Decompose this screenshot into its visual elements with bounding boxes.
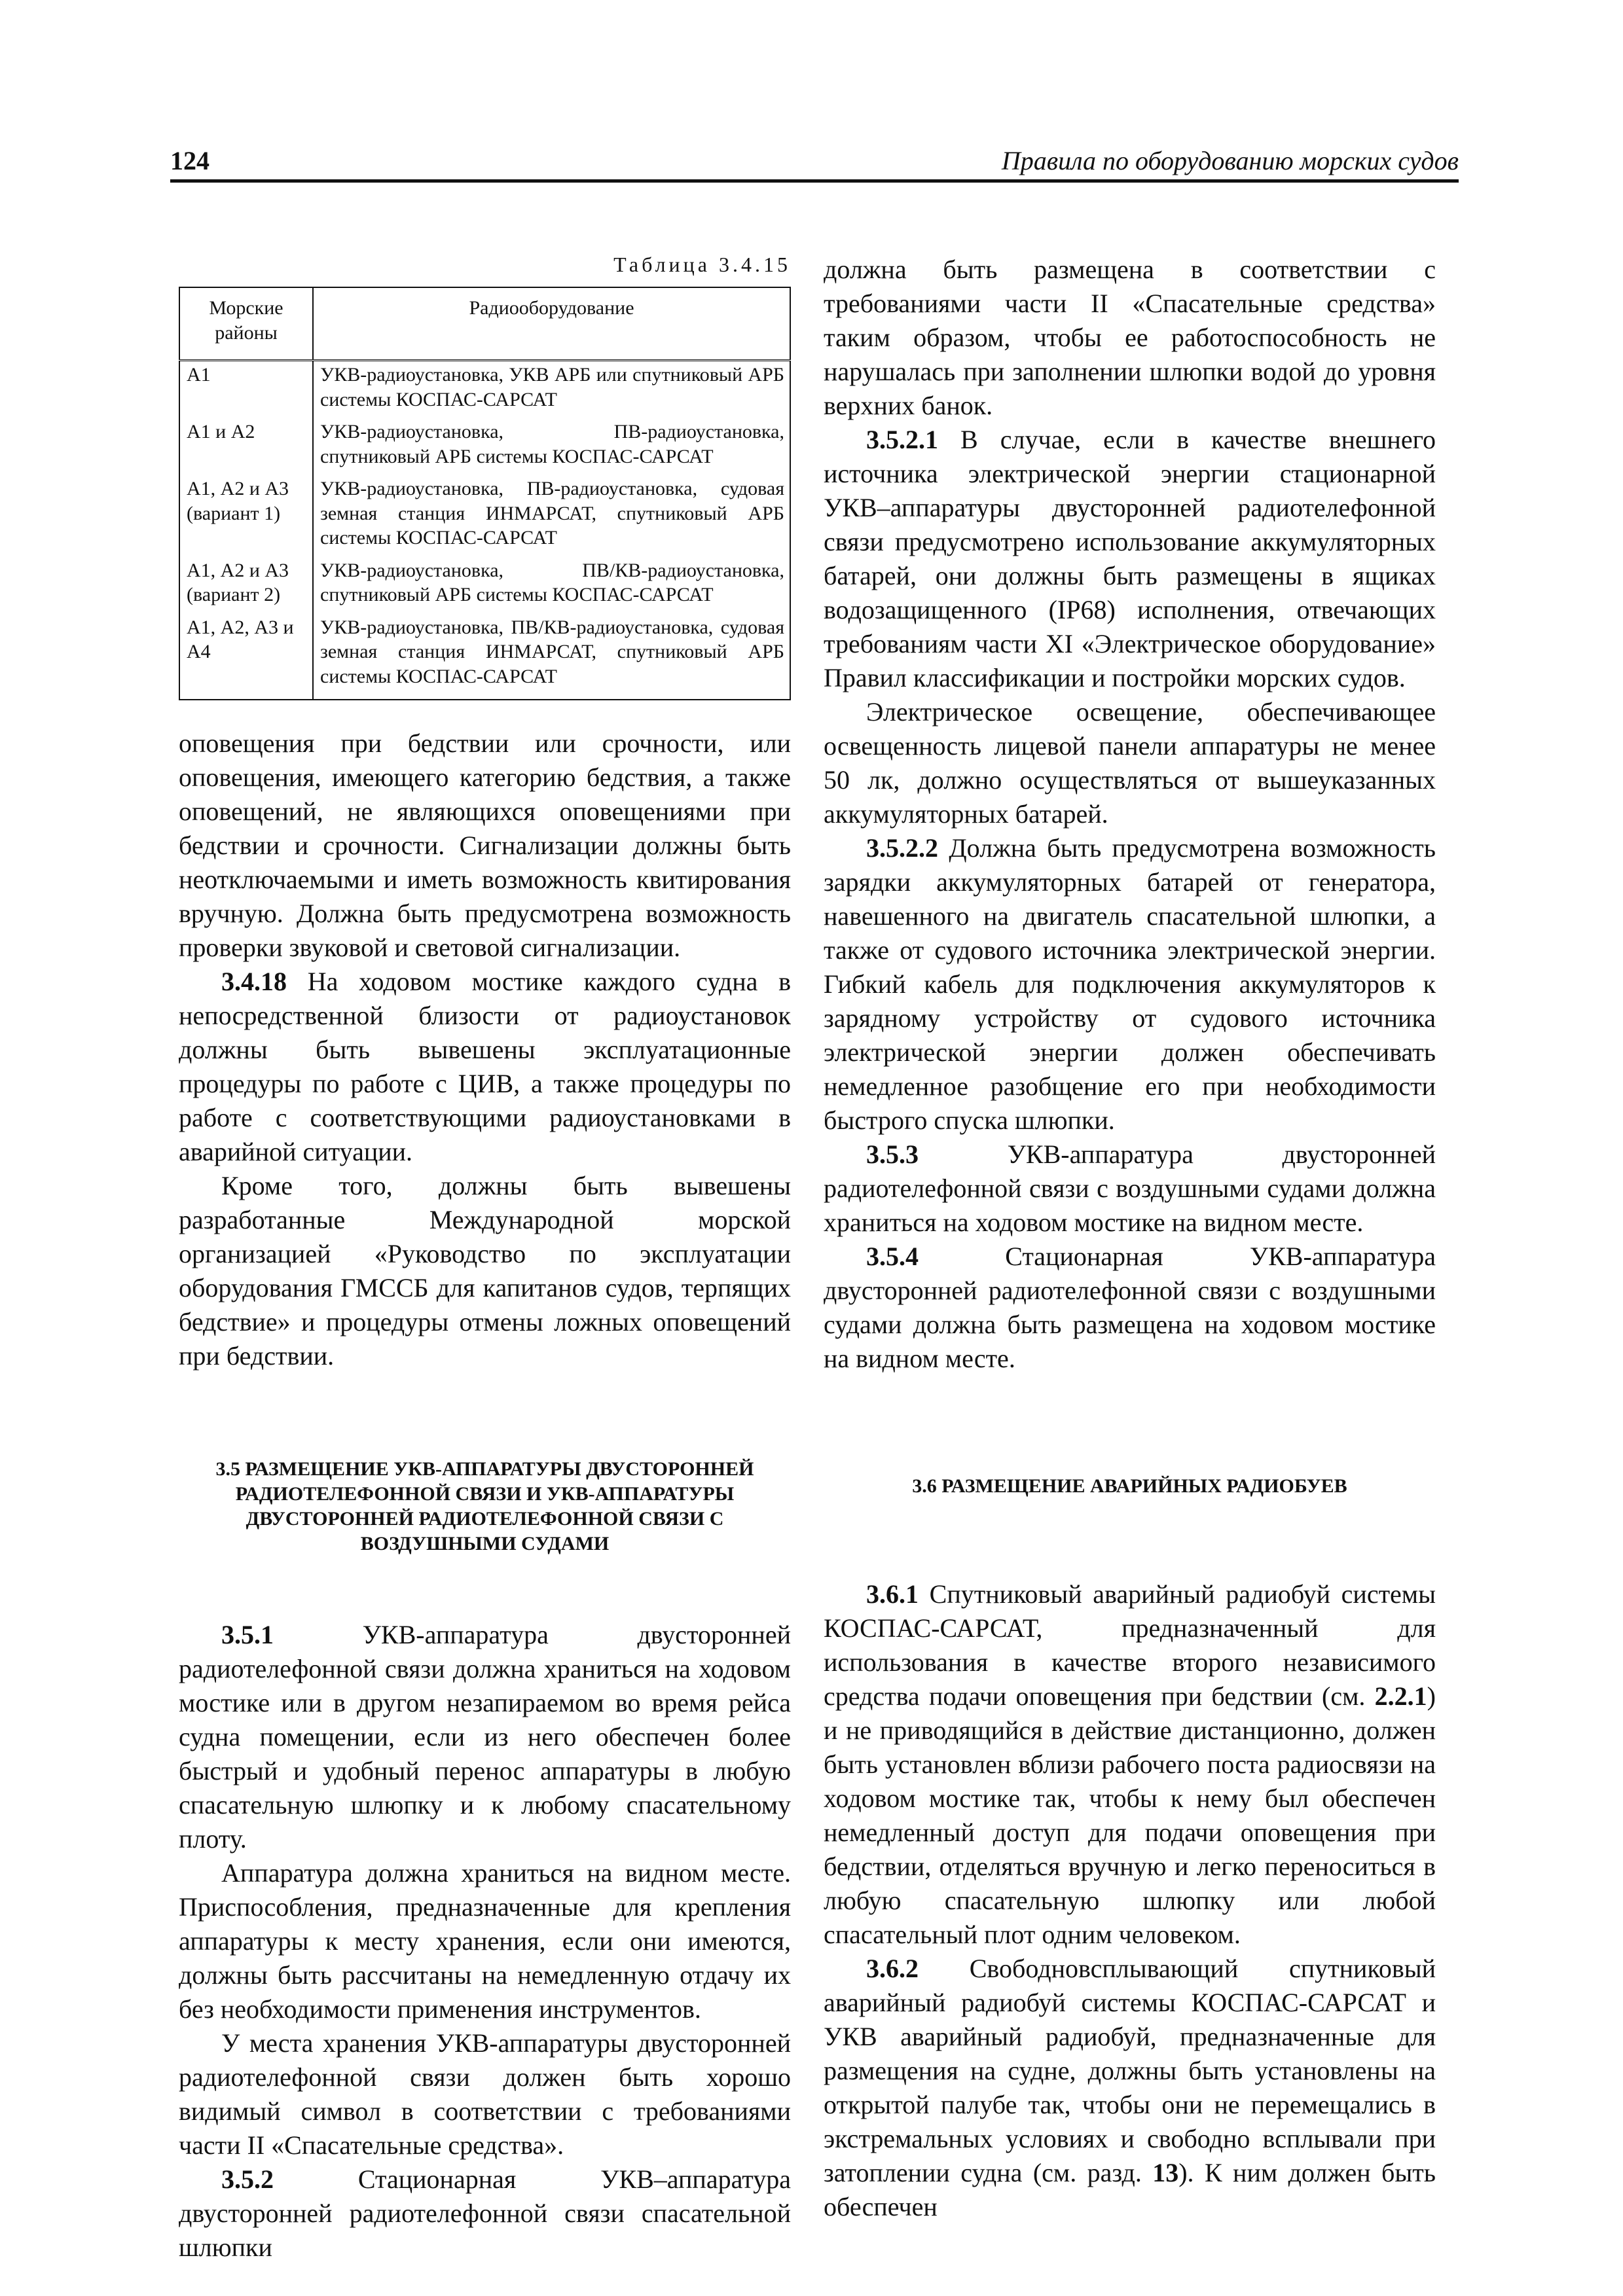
table-header-areas: Морские районы <box>179 287 313 361</box>
paragraph-text: ) и не приводящийся в действие дистанционно, должен быть установлен вблизи рабочего поста радиосвязи на ходовом мостике так, чтобы к нему был обеспечен немедленный доступ для подачи оповещения при бедствии, отделяться вручную и легко переноситься в любую спасательную шлюпку или любой спасательный плот одним человеком. <box>824 1681 1436 1949</box>
paragraph-3-6-2 <box>824 1952 1436 2224</box>
clause-number: 3.5.3 <box>866 1139 919 1169</box>
table-header-row <box>179 287 790 361</box>
paragraph-3-5-3 <box>824 1138 1436 1240</box>
table-cell-area: А1 и А2 <box>179 418 313 475</box>
table-cell-area: А1, А2 и А3 (вариант 2) <box>179 557 313 614</box>
page-header <box>170 145 1459 183</box>
paragraph-3-5-2 <box>179 2162 791 2265</box>
paragraph: Кроме того, должны быть вывешены разработанные Международной морской организацией «Руководство по эксплуатации оборудования ГМССБ для капитанов судов, терпящих бедствие» и процедуры отмены ложных оповещений при бедствии. <box>179 1171 791 1371</box>
table-row <box>179 418 790 475</box>
section-title-3-5: 3.5 РАЗМЕЩЕНИЕ УКВ-АППАРАТУРЫ ДВУСТОРОННЕЙ РАДИОТЕЛЕФОННОЙ СВЯЗИ И УКВ-АППАРАТУРЫ ДВУСТОРОННЕЙ РАДИОТЕЛЕФОННОЙ СВЯЗИ С ВОЗДУШНЫМИ СУДАМИ <box>215 1458 754 1554</box>
table-caption: Таблица 3.4.15 <box>613 253 791 276</box>
paragraph-3-5-1 <box>179 1618 791 1856</box>
paragraph-text: В случае, если в качестве внешнего источника электрической энергии стационарной УКВ–аппаратуры двусторонней радиотелефонной связи предусмотрено использование аккумуляторных батарей, они должны быть размещены в ящиках водозащищенного (IP68) исполнения, отвечающих требованиям части XI «Электрическое оборудование» Правил классификации и постройки морских судов. <box>824 425 1436 692</box>
table-row <box>179 361 790 419</box>
table-cell-area: А1 <box>179 361 313 419</box>
clause-number: 3.5.2 <box>221 2164 274 2194</box>
table-cell-area: А1, А2 и А3 (вариант 1) <box>179 475 313 557</box>
paragraph-3-4-18 <box>179 965 791 1169</box>
paragraph-3-5-4 <box>824 1240 1436 1376</box>
paragraph-text: Стационарная УКВ-аппаратура двусторонней радиотелефонной связи с воздушными судами должна быть размещена на ходовом мостике на видном месте. <box>824 1242 1436 1373</box>
cross-reference: 2.2.1 <box>1374 1681 1427 1711</box>
table-cell-area: А1, А2, А3 и А4 <box>179 614 313 700</box>
clause-number: 3.4.18 <box>221 967 287 996</box>
clause-number: 3.6.1 <box>866 1579 919 1609</box>
table-row <box>179 557 790 614</box>
paragraph: Аппаратура должна храниться на видном месте. Приспособления, предназначенные для крепления аппаратуры к месту хранения, если они имеются, должны быть рассчитаны на немедленную отдачу их без необходимости применения инструментов. <box>179 1858 791 2024</box>
paragraph-text: Стационарная УКВ–аппаратура двусторонней радиотелефонной связи спасательной шлюпки <box>179 2164 791 2262</box>
paragraph-text: Должна быть предусмотрена возможность зарядки аккумуляторных батарей от генератора, навешенного на двигатель спасательной шлюпки, а также от судового источника электрической энергии. Гибкий кабель для подключения аккумуляторов к зарядному устройству от судового источника электрической энергии должен обеспечивать немедленное разобщение его при необходимости быстрого спуска шлюпки. <box>824 833 1436 1135</box>
paragraph-text: ). К ним должен быть обеспечен <box>824 2158 1436 2221</box>
table-row <box>179 475 790 557</box>
clause-number: 3.5.2.1 <box>866 425 938 454</box>
table-header-equipment: Радиооборудование <box>313 287 790 361</box>
table-cell-equipment: УКВ-радиоустановка, ПВ/КВ-радиоустановка, спутниковый АРБ системы КОСПАС-САРСАТ <box>313 557 790 614</box>
paragraph-3-6-1 <box>824 1577 1436 1952</box>
section-title-3-6: 3.6 РАЗМЕЩЕНИЕ АВАРИЙНЫХ РАДИОБУЕВ <box>912 1475 1347 1497</box>
cross-reference: 13 <box>1152 2158 1179 2187</box>
paragraph: Электрическое освещение, обеспечивающее освещенность лицевой панели аппаратуры не менее 50 лк, должно осуществляться от вышеуказанных аккумуляторных батарей. <box>824 697 1436 829</box>
left-column <box>179 253 791 2265</box>
clause-number: 3.5.4 <box>866 1242 919 1271</box>
running-title: Правила по оборудованию морских судов <box>1001 146 1459 175</box>
clause-number: 3.5.2.2 <box>866 833 938 863</box>
clause-number: 3.5.1 <box>221 1620 274 1649</box>
paragraph: должна быть размещена в соответствии с требованиями части II «Спасательные средства» таким образом, чтобы ее работоспособность не нарушалась при заполнении шлюпки водой до уровня верхних банок. <box>824 255 1436 420</box>
paragraph-3-5-2-2 <box>824 831 1436 1138</box>
paragraph-text: Свободновсплывающий спутниковый аварийный радиобуй системы КОСПАС-САРСАТ и УКВ аварийный радиобуй, предназначенные для размещения на судне, должны быть установлены на открытой палубе так, чтобы они не перемещались в экстремальных условиях и свободно всплывали при затоплении судна (см. разд. <box>824 1954 1436 2187</box>
table-cell-equipment: УКВ-радиоустановка, ПВ-радиоустановка, спутниковый АРБ системы КОСПАС-САРСАТ <box>313 418 790 475</box>
page-number: 124 <box>170 146 210 175</box>
clause-number: 3.6.2 <box>866 1954 919 1983</box>
table-row <box>179 614 790 700</box>
paragraph-3-5-2-1 <box>824 423 1436 695</box>
paragraph: оповещения при бедствии или срочности, или оповещения, имеющего категорию бедствия, а также оповещений, не являющихся оповещениями при бедствии и срочности. Сигнализации должны быть неотключаемыми и иметь возможность квитирования вручную. Должна быть предусмотрена возможность проверки звуковой и световой сигнализации. <box>179 728 791 962</box>
paragraph-text: УКВ-аппаратура двусторонней радиотелефонной связи с воздушными судами должна храниться на ходовом мостике на видном месте. <box>824 1139 1436 1237</box>
table-cell-equipment: УКВ-радиоустановка, ПВ-радиоустановка, судовая земная станция ИНМАРСАТ, спутниковый АРБ системы КОСПАС-САРСАТ <box>313 475 790 557</box>
paragraph-text: УКВ-аппаратура двусторонней радиотелефонной связи должна храниться на ходовом мостике или в другом незапираемом во время рейса судна помещении, если из него обеспечен более быстрый и удобный перенос аппаратуры в любую спасательную шлюпку и к любому спасательному плоту. <box>179 1620 791 1854</box>
right-column <box>824 253 1436 2224</box>
radio-equipment-table <box>179 287 791 700</box>
paragraph-text: На ходовом мостике каждого судна в непосредственной близости от радиоустановок должны быть вывешены эксплуатационные процедуры по работе с ЦИВ, а также процедуры по работе с соответствующими радиоустановками в аварийной ситуации. <box>179 967 791 1166</box>
paragraph: У места хранения УКВ-аппаратуры двусторонней радиотелефонной связи должен быть хорошо видимый символ в соответствии с требованиями части II «Спасательные средства». <box>179 2028 791 2160</box>
table-cell-equipment: УКВ-радиоустановка, ПВ/КВ-радиоустановка, судовая земная станция ИНМАРСАТ, спутниковый АРБ системы КОСПАС-САРСАТ <box>313 614 790 700</box>
table-cell-equipment: УКВ-радиоустановка, УКВ АРБ или спутниковый АРБ системы КОСПАС-САРСАТ <box>313 361 790 419</box>
paragraph-text: Спутниковый аварийный радиобуй системы КОСПАС-САРСАТ, предназначенный для использования в качестве второго независимого средства подачи оповещения при бедствии (см. <box>824 1579 1436 1711</box>
